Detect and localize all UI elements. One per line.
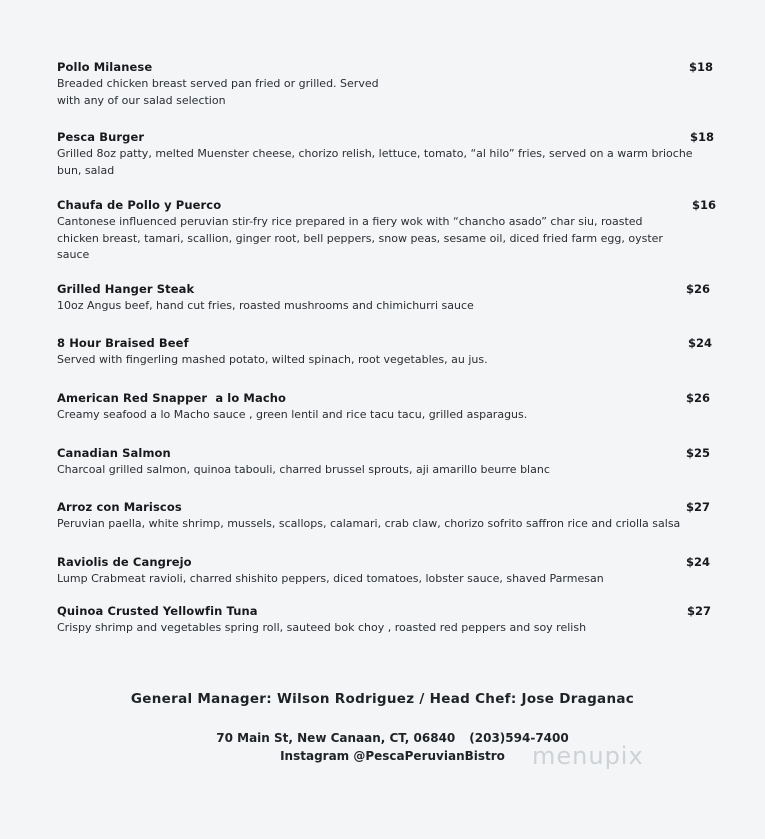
item-price: $18: [689, 60, 714, 74]
item-price: $26: [686, 282, 711, 296]
item-name: Canadian Salmon: [57, 446, 171, 460]
item-description: Crispy shrimp and vegetables spring roll, sauteed bok choy , roasted red peppers and soy relish: [57, 621, 587, 634]
item-description: Charcoal grilled salmon, quinoa tabouli, charred brussel sprouts, aji amarillo beurre blanc: [57, 463, 550, 476]
item-name: Pesca Burger: [57, 130, 145, 144]
item-name: Grilled Hanger Steak: [57, 282, 195, 296]
item-description: Served with fingerling mashed potato, wilted spinach, root vegetables, au jus.: [57, 353, 488, 366]
address-line: [10, 731, 765, 745]
item-name: 8 Hour Braised Beef: [57, 336, 189, 350]
menupix-watermark: menupix: [532, 742, 644, 770]
item-price: $24: [686, 555, 711, 569]
item-description: Peruvian paella, white shrimp, mussels, scallops, calamari, crab claw, chorizo sofrito saffron rice and criolla salsa: [57, 517, 681, 530]
item-name: Pollo Milanese: [57, 60, 153, 74]
item-price: $27: [686, 500, 711, 514]
item-price: $16: [692, 198, 717, 212]
item-description: Lump Crabmeat ravioli, charred shishito peppers, diced tomatoes, lobster sauce, shaved Parmesan: [57, 572, 604, 585]
item-description: Grilled 8oz patty, melted Muenster cheese, chorizo relish, lettuce, tomato, “al hilo” fries, served on a warm brioche bun, salad: [57, 147, 693, 177]
item-name: Chaufa de Pollo y Puerco: [57, 198, 222, 212]
item-price: $25: [686, 446, 711, 460]
item-description: Cantonese influenced peruvian stir-fry rice prepared in a fiery wok with “chancho asado” char siu, roasted chicken breast, tamari, scallion, ginger root, bell peppers, snow peas, sesame oil, diced fried farm egg, oyster sauce: [57, 215, 663, 261]
item-price: $27: [687, 604, 712, 618]
item-name: Quinoa Crusted Yellowfin Tuna: [57, 604, 258, 618]
item-name: American Red Snapper a lo Macho: [57, 391, 287, 405]
item-price: $24: [688, 336, 713, 350]
item-description: 10oz Angus beef, hand cut fries, roasted mushrooms and chimichurri sauce: [57, 299, 474, 312]
phone-number: (203)594-7400: [469, 731, 569, 745]
item-description: Creamy seafood a lo Macho sauce , green lentil and rice tacu tacu, grilled asparagus.: [57, 408, 528, 421]
item-price: $26: [686, 391, 711, 405]
item-price: $18: [690, 130, 715, 144]
item-name: Raviolis de Cangrejo: [57, 555, 192, 569]
item-name: Arroz con Mariscos: [57, 500, 182, 514]
staff-credits: General Manager: Wilson Rodriguez / Head Chef: Jose Draganac: [130, 691, 635, 707]
street-address: 70 Main St, New Canaan, CT, 06840: [216, 731, 456, 745]
instagram-handle: Instagram @PescaPeruvianBistro: [280, 749, 505, 763]
item-description: Breaded chicken breast served pan fried or grilled. Served with any of our salad selection: [57, 77, 379, 107]
